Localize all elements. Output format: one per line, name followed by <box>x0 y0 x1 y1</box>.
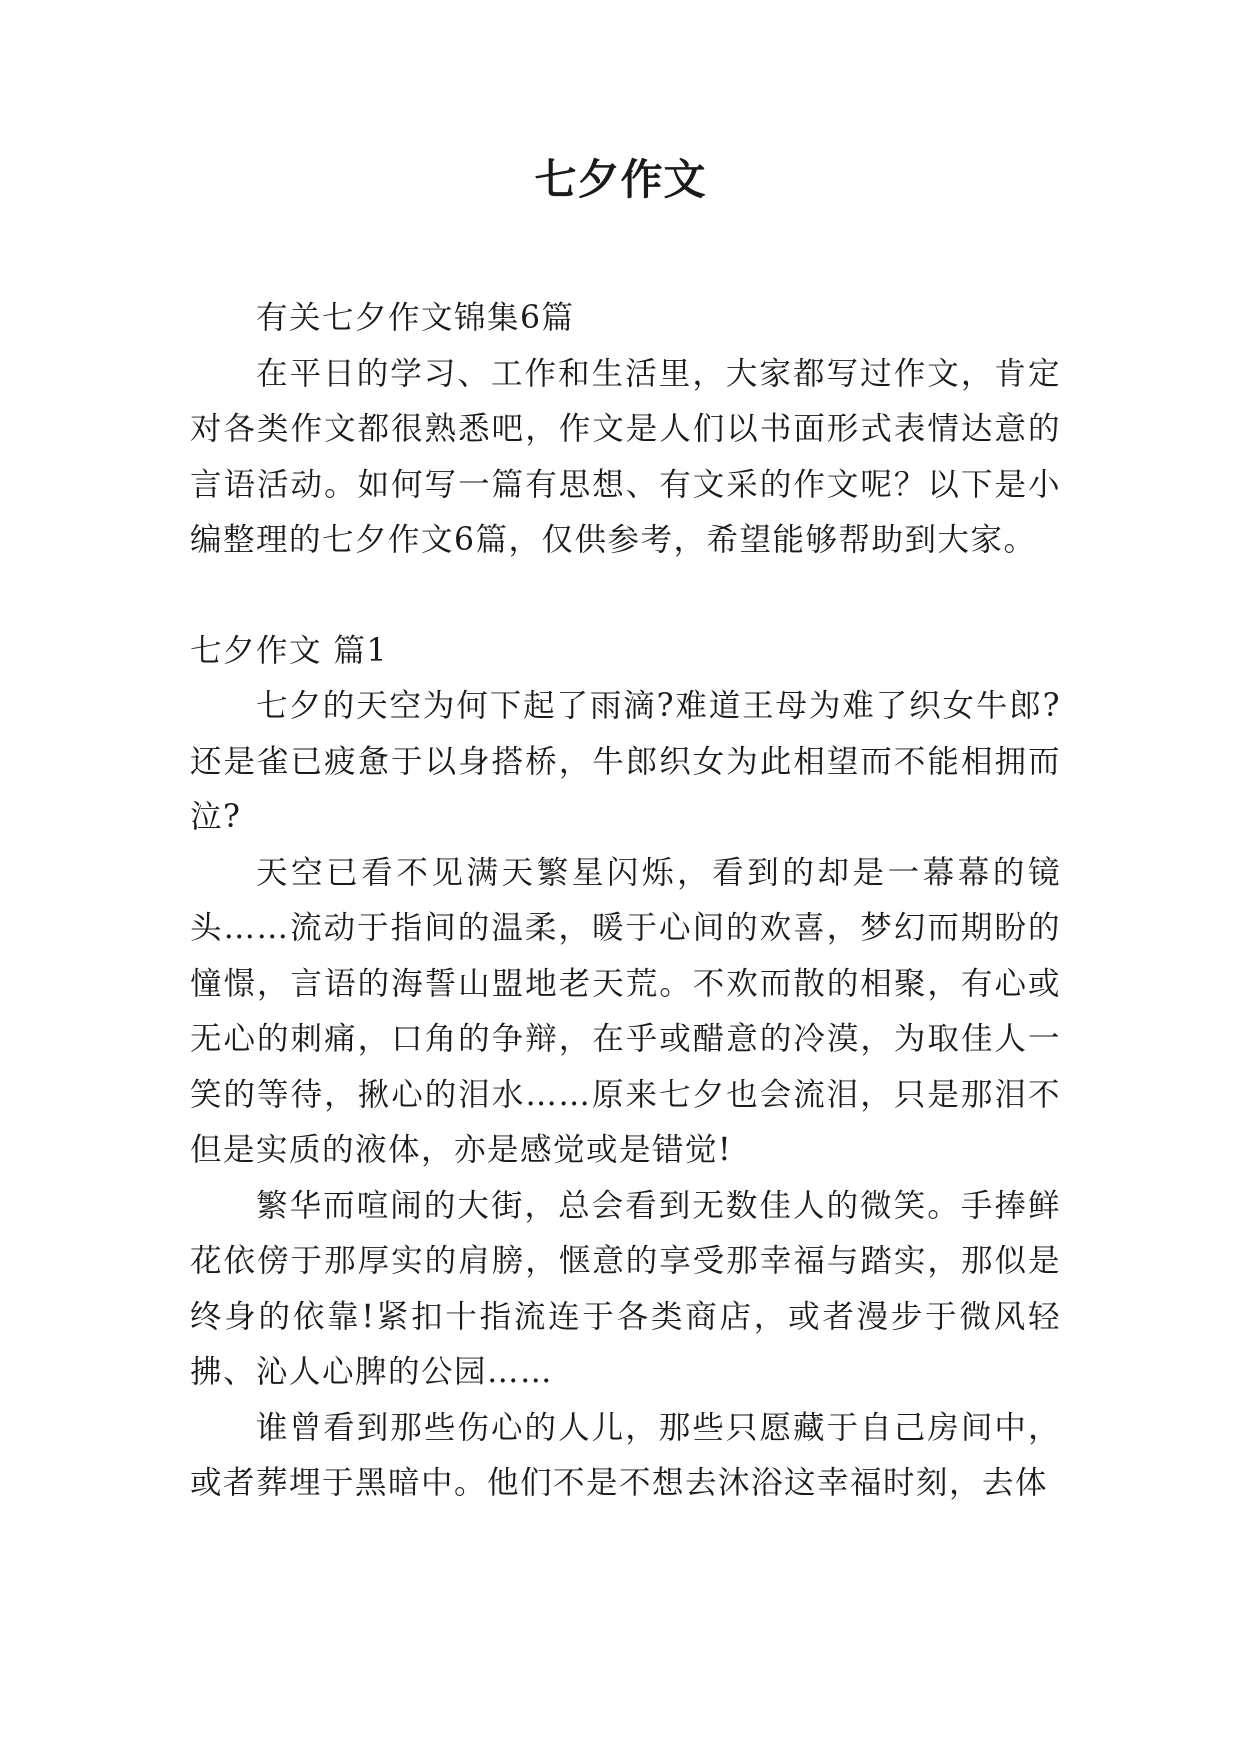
intro-paragraph: 在平日的学习、工作和生活里，大家都写过作文，肯定对各类作文都很熟悉吧，作文是人们以书面形式表情达意的言语活动。如何写一篇有思想、有文采的作文呢？以下是小编整理的七夕作文6篇，仅供参考，希望能够帮助到大家。 <box>190 355 1061 558</box>
page-title: 七夕作文 <box>534 155 707 204</box>
body-paragraph: 谁曾看到那些伤心的人儿，那些只愿藏于自己房间中，或者葬埋于黑暗中。他们不是不想去沐浴这幸福时刻，去体 <box>190 1409 1061 1501</box>
body-paragraph: 天空已看不见满天繁星闪烁，看到的却是一幕幕的镜头……流动于指间的温柔，暖于心间的欢喜，梦幻而期盼的憧憬，言语的海誓山盟地老天荒。不欢而散的相聚，有心或无心的刺痛，口角的争辩，在乎或醋意的冷漠，为取佳人一笑的等待，揪心的泪水……原来七夕也会流泪，只是那泪不但是实质的液体，亦是感觉或是错觉! <box>190 854 1061 1168</box>
section-heading: 七夕作文 篇1 <box>190 632 389 669</box>
body-paragraph: 繁华而喧闹的大街，总会看到无数佳人的微笑。手捧鲜花依傍于那厚实的肩膀，惬意的享受那幸福与踏实，那似是终身的依靠!紧扣十指流连于各类商店，或者漫步于微风轻拂、沁人心脾的公园…… <box>190 1187 1061 1390</box>
section-spacer <box>190 569 1061 624</box>
subtitle: 有关七夕作文锦集6篇 <box>256 300 575 336</box>
document-body <box>190 291 1061 1512</box>
body-paragraph: 七夕的天空为何下起了雨滴?难道王母为难了织女牛郎?还是雀已疲惫于以身搭桥，牛郎织女为此相望而不能相拥而泣? <box>190 688 1061 835</box>
